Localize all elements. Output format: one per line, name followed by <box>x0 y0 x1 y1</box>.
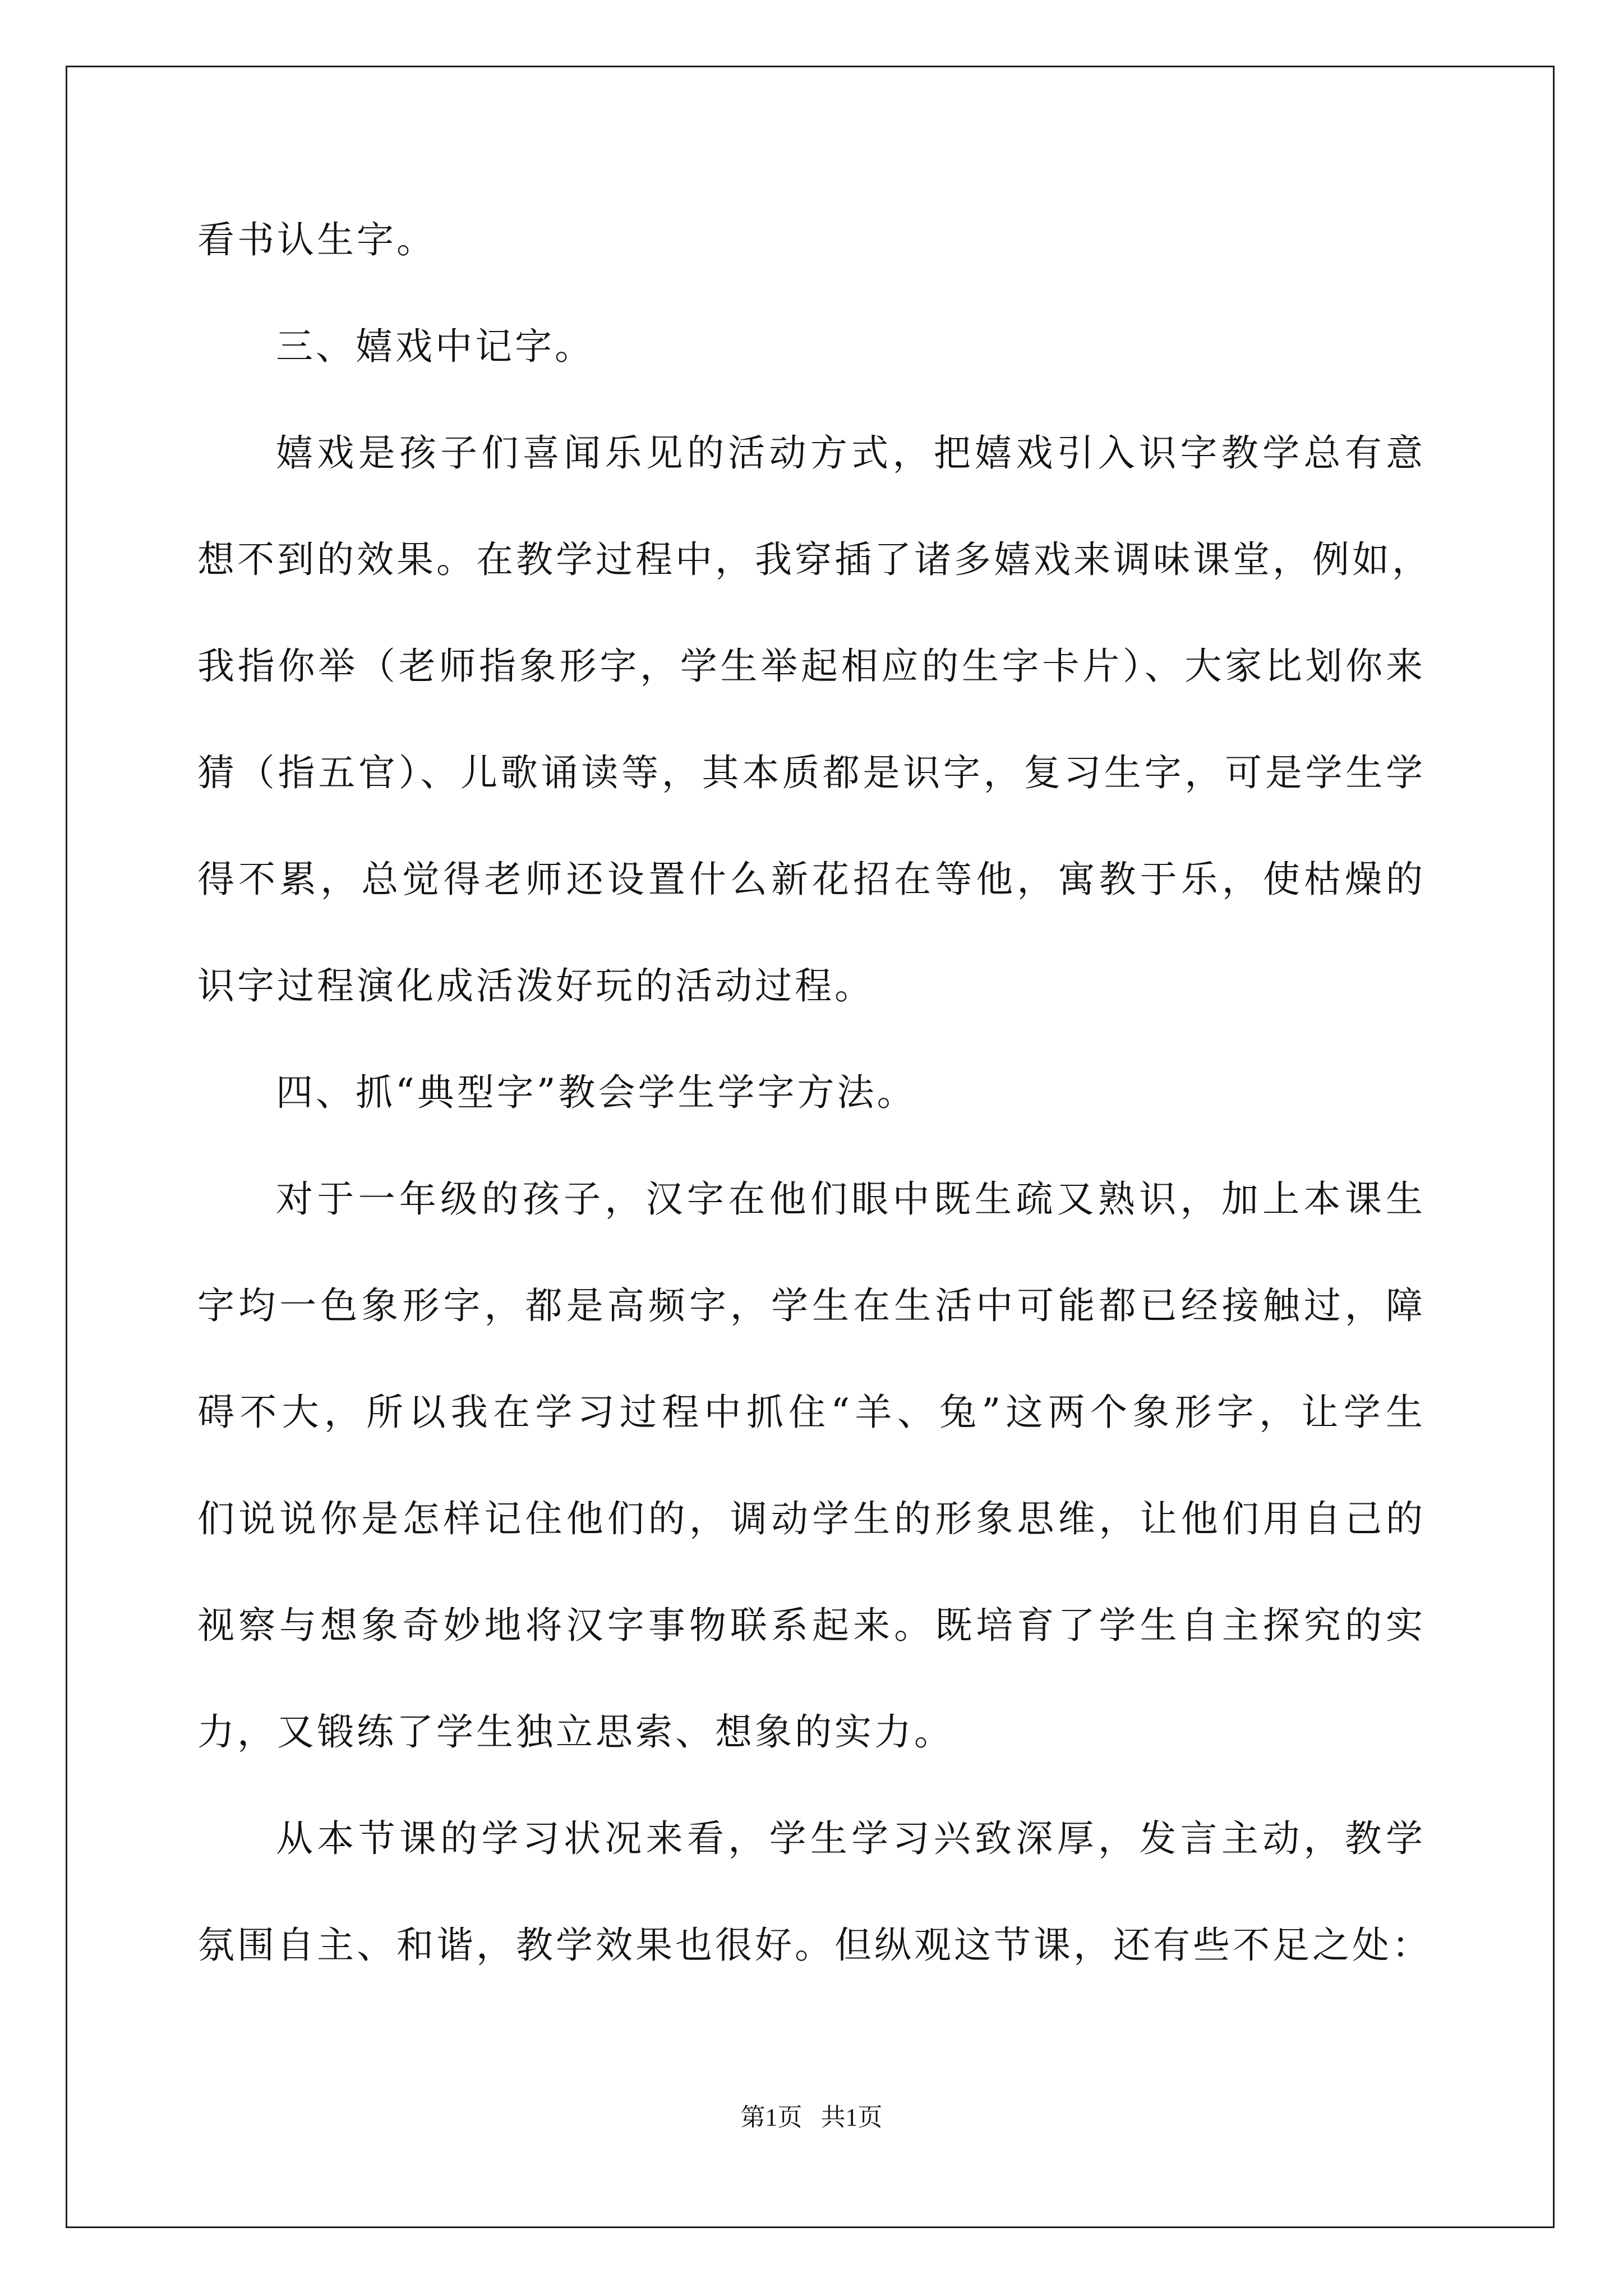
paragraph-line-4: 想不到的效果。在教学过程中，我穿插了诸多嬉戏来调味课堂，例如， <box>197 538 1432 581</box>
paragraph-line-8: 识字过程演化成活泼好玩的活动过程。 <box>197 964 874 1007</box>
page-footer: 第1页 共1页 <box>740 2104 883 2131</box>
paragraph-line-14: 视察与想象奇妙地将汉字事物联系起来。既培育了学生自主探究的实 <box>197 1604 1426 1647</box>
paragraph-line-13: 们说说你是怎样记住他们的，调动学生的形象思维，让他们用自己的 <box>197 1497 1426 1540</box>
paragraph-line-15: 力，又锻练了学生独立思索、想象的实力。 <box>197 1710 954 1754</box>
paragraph-line-5: 我指你举（老师指象形字，学生举起相应的生字卡片）、大家比划你来 <box>197 645 1426 688</box>
document-body <box>197 213 1432 2025</box>
section-heading-3: 三、嬉戏中记字。 <box>276 325 594 368</box>
paragraph-line-6: 猜（指五官）、儿歌诵读等，其本质都是识字，复习生字，可是学生学 <box>197 751 1426 794</box>
paragraph-line-16: 从本节课的学习状况来看，学生学习兴致深厚，发言主动，教学 <box>276 1817 1426 1860</box>
paragraph-line-7: 得不累，总觉得老师还设置什么新花招在等他，寓教于乐，使枯燥的 <box>197 858 1426 901</box>
paragraph-line-3: 嬉戏是孩子们喜闻乐见的活动方式，把嬉戏引入识字教学总有意 <box>276 431 1426 475</box>
paragraph-line-17: 氛围自主、和谐，教学效果也很好。但纵观这节课，还有些不足之处： <box>197 1924 1432 1967</box>
paragraph-line-10: 对于一年级的孩子，汉字在他们眼中既生疏又熟识，加上本课生 <box>276 1177 1426 1221</box>
paragraph-line-1: 看书认生字。 <box>197 218 436 261</box>
paragraph-line-12: 碍不大，所以我在学习过程中抓住“羊、兔”这两个象形字，让学生 <box>197 1391 1426 1434</box>
paragraph-line-11: 字均一色象形字，都是高频字，学生在生活中可能都已经接触过，障 <box>197 1284 1426 1327</box>
section-heading-4: 四、抓“典型字”教会学生学字方法。 <box>276 1071 917 1114</box>
